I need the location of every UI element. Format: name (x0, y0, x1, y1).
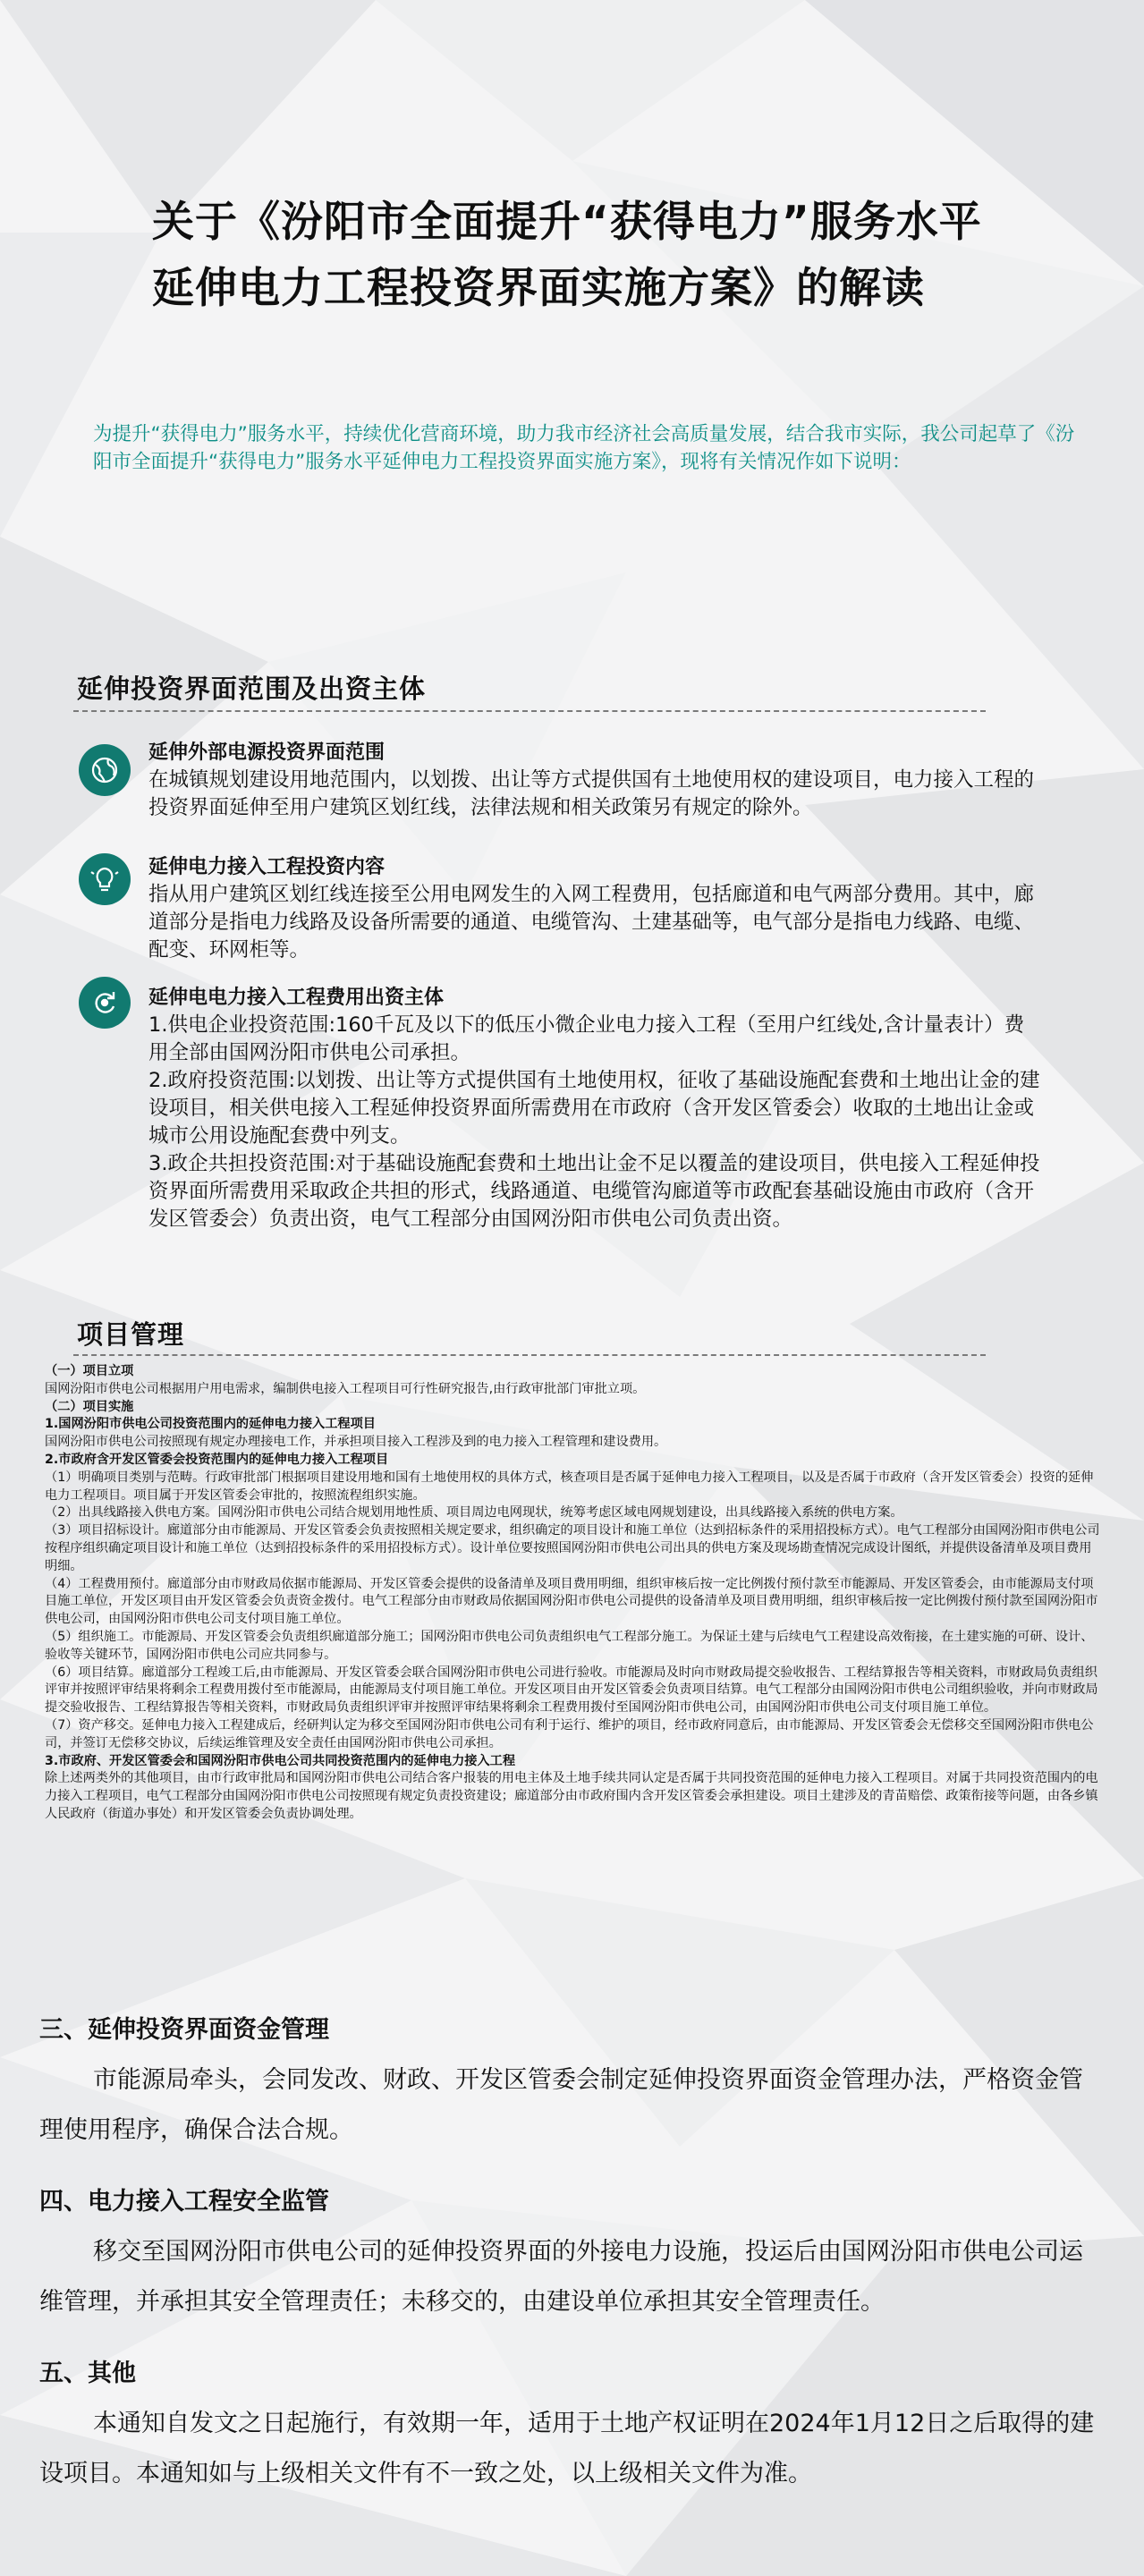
section-paragraph: 本通知自发文之日起施行，有效期一年，适用于土地产权证明在2024年1月12日之后取得的建设项目。本通知如与上级相关文件有不一致之处，以上级相关文件为准。 (39, 2410, 1095, 2487)
section-heading: 四、电力接入工程安全监管 (39, 2188, 329, 2216)
section-heading: 五、其他 (39, 2360, 136, 2387)
section-funding-management (39, 2012, 1104, 2156)
item-paragraph: 在城镇规划建设用地范围内，以划拨、出让等方式提供国有土地使用权的建设项目，电力接入工程的投资界面延伸至用户建筑区划红线，法律法规和相关政策另有规定的除外。 (148, 768, 1035, 819)
item-title: 延伸电电力接入工程费用出资主体 (148, 987, 445, 1009)
pm-line: （6）项目结算。廊道部分工程竣工后,由市能源局、开发区管委会联合国网汾阳市供电公司进行验收。市能源局及时向市财政局提交验收报告、工程结算报告等相关资料，市财政局负责组织评审并按照评审结果将剩余工程费用拨付至市能源局，由能源局支付项目施工单位。开发区项目由开发区管委会负责项目结算。电气工程部分由国网汾阳市供电公司组织验收，并向市财政局提交验收报告、工程结算报告等相关资料，市财政局负责组织评审并按照评审结果将剩余工程费用拨付至国网汾阳市供电公司，由国网汾阳市供电公司支付项目施工单位。 (45, 1665, 1098, 1716)
item-investment-content (148, 854, 1043, 964)
pm-line: （3）项目招标设计。廊道部分由市能源局、开发区管委会负责按照相关规定要求，组织确定的项目设计和施工单位（达到招标条件的采用招投标方式）。电气工程部分由国网汾阳市供电公司按程序组织确定项目设计和施工单位（达到招投标条件的采用招投标方式）。设计单位要按照国网汾阳市供电公司出具的供电方案及现场勘查情况完成设计图纸，并提供设备清单及项目费用明细。 (45, 1523, 1100, 1573)
pm-line: （7）资产移交。延伸电力接入工程建成后，经研判认定为移交至国网汾阳市供电公司有利于运行、维护的项目，经市政府同意后，由市能源局、开发区管委会无偿移交至国网汾阳市供电公司，并签订无偿移交协议，后续运维管理及安全责任由国网汾阳市供电公司承担。 (45, 1717, 1094, 1750)
item-paragraph: 3.政企共担投资范围:对于基础设施配套费和土地出让金不足以覆盖的建设项目，供电接入工程延伸投资界面所需费用采取政企共担的形式，线路通道、电缆管沟廊道等市政配套基础设施由市政府（含开发区管委会）负责出资，电气工程部分由国网汾阳市供电公司负责出资。 (148, 1152, 1040, 1231)
item-body (148, 767, 1043, 822)
pm-line: （1）明确项目类别与范畴。行政审批部门根据项目建设用地和国有土地使用权的具体方式，核查项目是否属于延伸电力接入工程项目，以及是否属于市政府（含开发区管委会）投资的延伸电力工程项目。项目属于开发区管委会审批的，按照流程组织实施。 (45, 1470, 1094, 1503)
pm-line: 除上述两类外的其他项目，由市行政审批局和国网汾阳市供电公司结合客户报装的用电主体及土地手续共同认定是否属于共同投资范围的延伸电力接入工程项目。对属于共同投资范围内的电力接入工程项目，电气工程部分由国网汾阳市供电公司按照现有规定负责投资建设；廊道部分由市政府围内含开发区管委会承担建设。项目土建涉及的青苗赔偿、政策衔接等问题，由各乡镇人民政府（街道办事处）和开发区管委会负责协调处理。 (45, 1771, 1098, 1821)
section-paragraph: 移交至国网汾阳市供电公司的延伸投资界面的外接电力设施，投运后由国网汾阳市供电公司运维管理，并承担其安全管理责任；未移交的，由建设单位承担其安全管理责任。 (39, 2238, 1083, 2316)
section-paragraph: 市能源局牵头，会同发改、财政、开发区管委会制定延伸投资界面资金管理办法，严格资金管理使用程序，确保合法合规。 (39, 2066, 1083, 2144)
item-paragraph: 指从用户建筑区划红线连接至公用电网发生的入网工程费用，包括廊道和电气两部分费用。其中，廊道部分是指电力线路及设备所需要的通道、电缆管沟、土建基础等，电气部分是指电力线路、电缆、配变、环网柜等。 (148, 883, 1035, 962)
page-title: 关于《汾阳市全面提升“获得电力”服务水平延伸电力工程投资界面实施方案》的解读 (152, 198, 982, 313)
pm-line: 2.市政府含开发区管委会投资范围内的延伸电力接入工程项目 (45, 1452, 389, 1467)
lightbulb-icon (79, 853, 131, 905)
intro-paragraph: 为提升“获得电力”服务水平，持续优化营商环境，助力我市经济社会高质量发展，结合我市实际，我公司起草了《汾阳市全面提升“获得电力”服务水平延伸电力工程投资界面实施方案》，现将有关情况作如下说明： (93, 423, 1075, 473)
globe-icon (79, 744, 131, 796)
item-title: 延伸电力接入工程投资内容 (148, 856, 386, 878)
item-paragraph: 2.政府投资范围:以划拨、出让等方式提供国有土地使用权，征收了基础设施配套费和土地出让金的建设项目，相关供电接入工程延伸投资界面所需费用在市政府（含开发区管委会）收取的土地出让金或城市公用设施配套费中列支。 (148, 1069, 1040, 1148)
pm-line: （4）工程费用预付。廊道部分由市财政局依据市能源局、开发区管委会提供的设备清单及项目费用明细，组织审核后按一定比例拨付预付款至市能源局、开发区管委会，由市能源局支付项目施工单位，开发区项目由开发区管委会负责资金拨付。电气工程部分由市财政局依据国网汾阳市供电公司提供的设备清单及项目费用明细，组织审核后按一定比例拨付预付款至国网汾阳市供电公司，由国网汾阳市供电公司支付项目施工单位。 (45, 1576, 1098, 1627)
section-heading: 三、延伸投资界面资金管理 (39, 2016, 329, 2044)
pm-line: （二）项目实施 (45, 1399, 134, 1414)
item-body (148, 1012, 1043, 1233)
pm-line: 1.国网汾阳市供电公司投资范围内的延伸电力接入工程项目 (45, 1417, 376, 1432)
item-title: 延伸外部电源投资界面范围 (148, 741, 386, 764)
section-other (39, 2356, 1104, 2499)
item-external-power (148, 740, 1043, 822)
section-divider (73, 710, 986, 712)
pm-line: （2）出具线路接入供电方案。国网汾阳市供电公司结合规划用地性质、项目周边电网现状，统筹考虑区域电网规划建设，出具线路接入系统的供电方案。 (45, 1505, 903, 1521)
pm-line: （一）项目立项 (45, 1364, 134, 1378)
refresh-icon (79, 977, 131, 1029)
pm-line: 国网汾阳市供电公司按照现有规定办理接电工作，并承担项目接入工程涉及到的电力接入工程管理和建设费用。 (45, 1435, 667, 1450)
item-funding-subject (148, 985, 1043, 1233)
section-divider (73, 1354, 986, 1356)
project-management-text (45, 1363, 1100, 1824)
section-heading-project-management: 项目管理 (77, 1319, 185, 1350)
pm-line: （5）组织施工。市能源局、开发区管委会负责组织廊道部分施工；国网汾阳市供电公司负责组织电气工程部分施工。为保证土建与后续电气工程建设高效衔接，在土建实施的可研、设计、验收等关键环节，国网汾阳市供电公司应共同参与。 (45, 1629, 1094, 1662)
section-heading-scope: 延伸投资界面范围及出资主体 (77, 674, 427, 704)
pm-line: 国网汾阳市供电公司根据用户用电需求，编制供电接入工程项目可行性研究报告,由行政审批部门审批立项。 (45, 1381, 646, 1396)
item-body (148, 881, 1043, 964)
section-safety-supervision (39, 2184, 1104, 2327)
item-paragraph: 1.供电企业投资范围:160千瓦及以下的低压小微企业电力接入工程（至用户红线处,含计量表计）费用全部由国网汾阳市供电公司承担。 (148, 1013, 1025, 1064)
pm-line: 3.市政府、开发区管委会和国网汾阳市供电公司共同投资范围内的延伸电力接入工程 (45, 1753, 516, 1768)
